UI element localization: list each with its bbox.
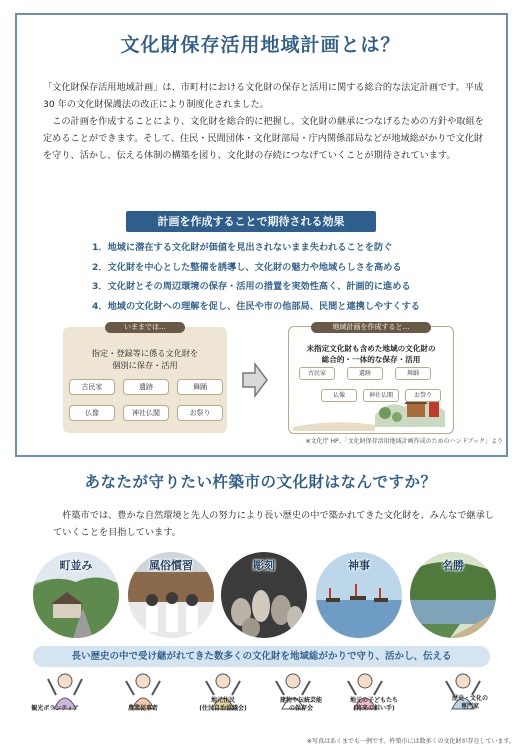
effect-item: 1．地域に潜在する文化財が価値を見出されないまま失われることを防ぐ xyxy=(92,242,393,253)
photo-customs xyxy=(128,552,214,638)
role-label xyxy=(20,705,90,713)
photo-label: 町並み xyxy=(59,559,93,572)
heritage-chip: お祭り xyxy=(405,389,441,402)
role-label xyxy=(186,697,260,713)
role-line2: の保存会 xyxy=(288,705,313,712)
after-panel xyxy=(288,323,454,434)
photo-sculpture xyxy=(221,552,307,638)
role-line1: 観光ボランティア xyxy=(31,705,79,712)
effect-item: 4．地域の文化財への理解を促し、住民や市の他部局、民間と連携しやすくする xyxy=(92,300,420,312)
role-line1: 地元の子どもたち xyxy=(349,697,398,704)
intro-paragraph xyxy=(43,79,488,113)
effects-list xyxy=(92,238,420,316)
heritage-chip: 神社仏閣 xyxy=(123,405,169,421)
heritage-chip: 神社仏閣 xyxy=(363,389,399,402)
after-label: 地域計画を作成すると… xyxy=(311,322,431,333)
after-desc-line2: 総合的・一体的な保存・活用 xyxy=(321,355,421,364)
role-label xyxy=(440,695,500,711)
before-description xyxy=(63,347,227,371)
community-banner: 長い歴史の中で受け継がれてきた数多くの文化財を地域総がかりで守り、活かし、伝える xyxy=(33,646,490,667)
before-label: いままでは… xyxy=(105,322,185,333)
photo-label: 風俗慣習 xyxy=(149,559,193,572)
heritage-chip: 遺跡 xyxy=(123,379,169,395)
role-line1: 建物や伝統芸能 xyxy=(279,697,322,704)
source-note: ※文化庁 HP、「文化財保存活用地域計画作成のためのハンドブック」より xyxy=(305,438,503,445)
role-line1: 地元住民 xyxy=(210,697,235,704)
section2-title: あなたが守りたい杵築市の文化財はなんですか？ xyxy=(84,473,437,491)
photo-townscape xyxy=(33,552,119,638)
before-panel xyxy=(63,323,227,433)
section2-paragraph: 杵築市では、豊かな自然環境と先人の努力により長い歴史の中で築かれてきた文化財を、みんなで継承していくことを目指しています。 xyxy=(53,510,494,538)
role-line2: (将来の担い手) xyxy=(353,705,395,712)
heritage-chip: 古民家 xyxy=(69,379,115,395)
photo-ritual xyxy=(316,552,402,638)
photo-label: 彫刻 xyxy=(253,559,275,572)
role-label xyxy=(108,705,178,713)
arrow-right-icon xyxy=(241,362,269,398)
before-desc-line2: 個別に保存・活用 xyxy=(112,360,178,370)
effect-item: 2．文化財を中心とした整備を誘導し、文化財の魅力や地域らしさを高める xyxy=(92,261,402,273)
paragraph-2: この計画を作成することにより、文化財を総合的に把握し、文化財の継承につなげるための方針や取組を定めることができます。そして、住民・民間団体・文化財部局・庁内関係部局などが地域総がかりで文化財を守り、活かし、伝える体制の構築を図り、文化財の存続につなげていくことが期待されています。 xyxy=(43,116,484,161)
photo-label: 神事 xyxy=(348,559,370,572)
heritage-chip: 舞踊 xyxy=(177,379,223,395)
before-desc-line1: 指定・登録等に係る文化財を xyxy=(91,348,199,358)
role-line1: 歴史・文化の xyxy=(451,695,488,702)
role-line2: 専門家 xyxy=(460,703,479,710)
effects-banner: 計画を作成することで期待される効果 xyxy=(126,211,376,232)
after-desc-line1: 未指定文化財も含めた地域の文化財の xyxy=(306,344,436,353)
section1-title: 文化財保存活用地域計画とは？ xyxy=(120,34,401,56)
role-line2: (住民自治協議会) xyxy=(199,705,247,712)
effect-item: 3．文化財とその周辺環境の保存・活用の措置を実効性高く、計画的に進める xyxy=(92,281,411,292)
heritage-chip: 古民家 xyxy=(299,367,335,380)
intro-paragraph-2 xyxy=(43,113,488,164)
role-label xyxy=(336,697,412,713)
photo-scenic xyxy=(410,552,496,638)
heritage-chip: お祭り xyxy=(177,405,223,421)
role-label xyxy=(266,697,336,713)
heritage-chip: 遺跡 xyxy=(347,367,383,380)
heritage-chip: 舞踊 xyxy=(395,367,431,380)
landscape-illustration xyxy=(289,327,453,433)
photo-label: 名勝 xyxy=(442,559,464,572)
paragraph-1: 「文化財保存活用地域計画」は、市町村における文化財の保存と活用に関する総合的な法定計画です。平成 30 年の文化財保護法の改正により制度化されました。 xyxy=(43,82,484,110)
heritage-chip: 仏像 xyxy=(69,405,115,421)
role-line1: 農業従事者 xyxy=(127,705,158,712)
heritage-chip: 仏像 xyxy=(321,389,357,402)
photo-footnote: ※写真はあくまでも一例です。杵築市には数多くの文化財が存在しています。 xyxy=(306,738,515,745)
